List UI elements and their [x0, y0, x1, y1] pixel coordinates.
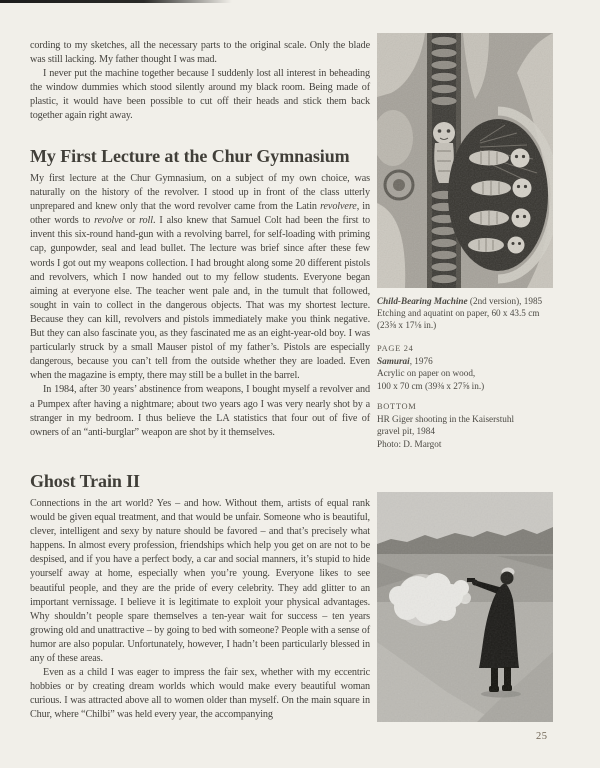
- artwork-title-suffix: (2nd version), 1985: [467, 296, 543, 306]
- paragraph: Connections in the art world? Yes – and how. Without them, artists of equal rank would be given equal treatment, and that would be unfair. Someone who is beautiful, clever, intelligent and sexy by nature should be favored – and that’s precisely what happens. In almost every profession, friendships which help you get on are not to be despised, and if you have a perfect body, a car and social manners, it’s stupid to hide yourself away at home, especially when you’re young. Everyone likes to see beautiful people, and they are the pride of every celebrity. They add glitter to an important vernissage. I believe it is legitimate to exploit your physical advantages. Why shouldn’t people spare themselves a ten-year wait for success – ten years growing old and unattractive – by going to bed with someone? People with a sense of humor are also popular. Unfortunately, however, I hadn’t been particularly blessed in any of these areas.: [30, 498, 370, 665]
- paragraph: My first lecture at the Chur Gymnasium, on a subject of my own choice, was naturally on the history of the revolver. I stood up in front of the class utterly unprepared and knew only that the word revolver came from the Latin revolvere, in other words to revolve or roll. I also knew that Samuel Colt had been the first to invent this six-round hand-gun with a revolving barrel, for self-loading with priming cap, gunpowder, seal and lead bullet. The lecture was brief since after these few words I got out my weapons collection. I had brought along some 20 different pistols and revolvers, which I now handed out to my fellow students. Everyone began aiming at everyone else. The teacher went pale and, in the tumult that followed, sought in vain to collect in the dangerous objects. That was my shortest lecture. Because they can kill, revolvers and pistols immediately make you think negative. But they can also fascinate you, as they fascinated me as an eight-year-old boy. I was particularly struck by a small Mauser pistol of my father’s. Pistols are especially dangerous, because you can’t tell from the outside whether they are loaded. Even when the magazine is empty, there may still be a bullet in the barrel.: [30, 173, 371, 382]
- caption-page24: [377, 343, 563, 392]
- paragraph: cording to my sketches, all the necessary parts to the original scale. Only the blade was still lacking. My father thought I was mad.: [30, 40, 370, 66]
- caption-bottom: [377, 401, 563, 450]
- samurai-title-suffix: , 1976: [409, 356, 433, 367]
- paragraph: Even as a child I was eager to impress the fair sex, whether with my eccentric hobbies or by creating dream worlds which would make every beautiful woman curious. I was attracted above all to women older than myself. On the main square in Chur, where “Chilbi” was held every year, the accompanying: [30, 667, 370, 721]
- artwork-caption-line3: (23⅝ x 17⅛ in.): [377, 320, 437, 331]
- page24-caption-line3: 100 x 70 cm (39⅜ x 27⅝ in.): [377, 380, 485, 391]
- bottom-label: BOTTOM: [377, 402, 417, 411]
- artwork-caption-line1: [377, 295, 563, 307]
- child-bearing-machine-image: [377, 33, 553, 288]
- bottom-caption-line3: Photo: D. Margot: [377, 438, 442, 449]
- paragraph: I never put the machine together because I suddenly lost all interest in beheading the window dummies which stood silently around my black room. Being made of plastic, it would have been possible to cut off their heads and stick them back together again right away.: [30, 68, 370, 122]
- caption-artwork: [377, 295, 563, 332]
- page-top-edge-line: [0, 0, 232, 3]
- section-ghost-train: [30, 471, 370, 723]
- section-first-lecture: [30, 146, 370, 440]
- section-heading-first-lecture: My First Lecture at the Chur Gymnasium: [30, 146, 350, 166]
- section-heading-ghost-train: Ghost Train II: [30, 471, 140, 491]
- page24-caption-line2: Acrylic on paper on wood,: [377, 368, 476, 379]
- paragraph: In 1984, after 30 years’ abstinence from weapons, I bought myself a revolver and a Pumpex after having a nightmare; about two years ago I was very nearly shot by a stranger in my bedroom. I thus believe the LA statistics that four out of five of owners of an “anti-burglar” weapon are shot by it themselves.: [30, 384, 370, 438]
- page24-caption-line1: [377, 355, 563, 367]
- bottom-caption-line2: gravel pit, 1984: [377, 426, 435, 437]
- page24-label: PAGE 24: [377, 344, 414, 353]
- samurai-title: Samurai: [377, 356, 410, 367]
- intro-paragraphs: [30, 39, 370, 124]
- bottom-caption-line1: HR Giger shooting in the Kaiserstuhl: [377, 414, 515, 425]
- page-number: 25: [536, 731, 548, 742]
- giger-shooting-photo: [377, 492, 553, 722]
- artwork-caption-line2: Etching and aquatint on paper, 60 x 43.5 cm: [377, 308, 540, 319]
- artwork-title: Child-Bearing Machine: [377, 296, 468, 306]
